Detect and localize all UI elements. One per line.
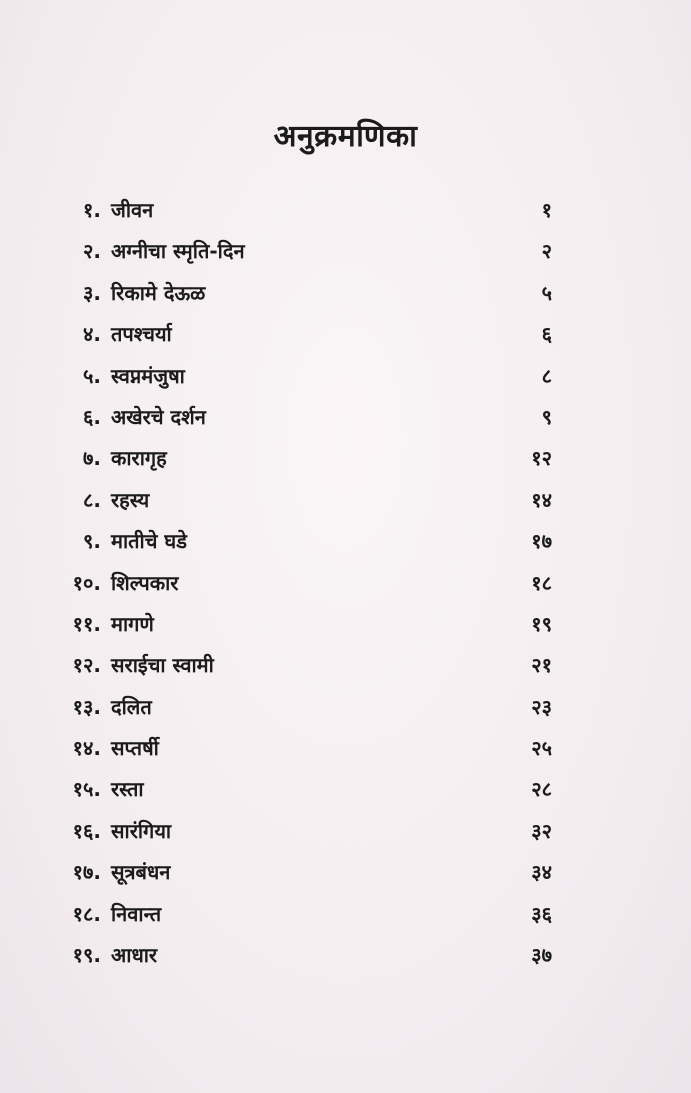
entry-page-number: ३६ <box>531 901 552 926</box>
entry-title: दलित <box>111 694 152 719</box>
entry-page-number: ३२ <box>531 818 552 843</box>
entry-number: ९. <box>83 529 101 554</box>
entry-page-number: १९ <box>531 611 552 636</box>
entry-number: ८. <box>83 487 101 512</box>
entry-number: ४. <box>83 322 101 347</box>
entry-title: मातीचे घडे <box>111 529 187 554</box>
entry-number: १२. <box>72 653 101 678</box>
entry-title: रस्ता <box>111 777 144 802</box>
entry-title: आधार <box>111 943 158 968</box>
entry-title: स्वप्नमंजुषा <box>111 363 185 388</box>
toc-entry <box>0 273 691 314</box>
toc-entry <box>0 894 691 935</box>
entry-title: सप्तर्षी <box>111 736 159 761</box>
entry-title: मागणे <box>111 611 154 636</box>
entry-page-number: २ <box>541 239 552 264</box>
entry-title: कारागृह <box>111 446 167 471</box>
entry-number: १५. <box>72 777 101 802</box>
entry-number: ५. <box>83 363 101 388</box>
entry-title: रहस्य <box>111 487 150 512</box>
toc-entry <box>0 852 691 893</box>
toc-entry <box>0 438 691 479</box>
entry-title: तपश्चर्या <box>111 322 172 347</box>
entry-page-number: २१ <box>531 653 552 678</box>
entry-title: सूत्रबंधन <box>111 860 171 885</box>
table-of-contents <box>0 190 691 976</box>
entry-page-number: २३ <box>531 694 552 719</box>
entry-title: निवान्त <box>111 901 162 926</box>
toc-entry <box>0 397 691 438</box>
entry-number: ३. <box>83 280 101 305</box>
entry-page-number: १७ <box>531 529 552 554</box>
toc-entry <box>0 521 691 562</box>
toc-entry <box>0 811 691 852</box>
entry-number: १७. <box>72 860 101 885</box>
toc-entry <box>0 604 691 645</box>
toc-entry <box>0 231 691 272</box>
entry-page-number: ३७ <box>531 943 552 968</box>
toc-entry <box>0 563 691 604</box>
toc-entry <box>0 190 691 231</box>
toc-entry <box>0 687 691 728</box>
toc-entry <box>0 356 691 397</box>
entry-number: १०. <box>72 570 101 595</box>
entry-page-number: १२ <box>531 446 552 471</box>
entry-page-number: २५ <box>531 736 552 761</box>
entry-number: ७. <box>83 446 101 471</box>
entry-page-number: १४ <box>531 487 552 512</box>
entry-number: २. <box>83 239 101 264</box>
entry-page-number: ९ <box>541 404 552 429</box>
entry-title: रिकामे देऊळ <box>111 280 206 305</box>
entry-title: सराईचा स्वामी <box>111 653 214 678</box>
entry-title: शिल्पकार <box>111 570 179 595</box>
toc-entry <box>0 480 691 521</box>
entry-page-number: १ <box>541 198 552 222</box>
entry-page-number: ३४ <box>531 860 552 885</box>
toc-entry <box>0 728 691 769</box>
entry-title: अखेरचे दर्शन <box>111 404 206 429</box>
entry-number: १९. <box>72 943 101 968</box>
entry-number: १८. <box>72 901 101 926</box>
entry-page-number: ६ <box>541 322 552 347</box>
toc-entry <box>0 314 691 355</box>
entry-title: सारंगिया <box>111 818 172 843</box>
entry-number: १६. <box>72 818 101 843</box>
toc-entry <box>0 645 691 686</box>
page-title: अनुक्रमणिका <box>273 119 418 154</box>
entry-number: १३. <box>72 694 101 719</box>
entry-number: १४. <box>72 736 101 761</box>
toc-entry <box>0 769 691 810</box>
toc-entry <box>0 935 691 976</box>
entry-page-number: २८ <box>531 777 552 802</box>
entry-page-number: ५ <box>541 280 552 305</box>
entry-page-number: १८ <box>531 570 552 595</box>
entry-page-number: ८ <box>541 363 552 388</box>
entry-number: १. <box>83 198 101 222</box>
entry-title: जीवन <box>111 198 154 222</box>
entry-number: ६. <box>83 404 101 429</box>
entry-title: अग्नीचा स्मृति-दिन <box>111 239 245 264</box>
entry-number: ११. <box>72 611 101 636</box>
